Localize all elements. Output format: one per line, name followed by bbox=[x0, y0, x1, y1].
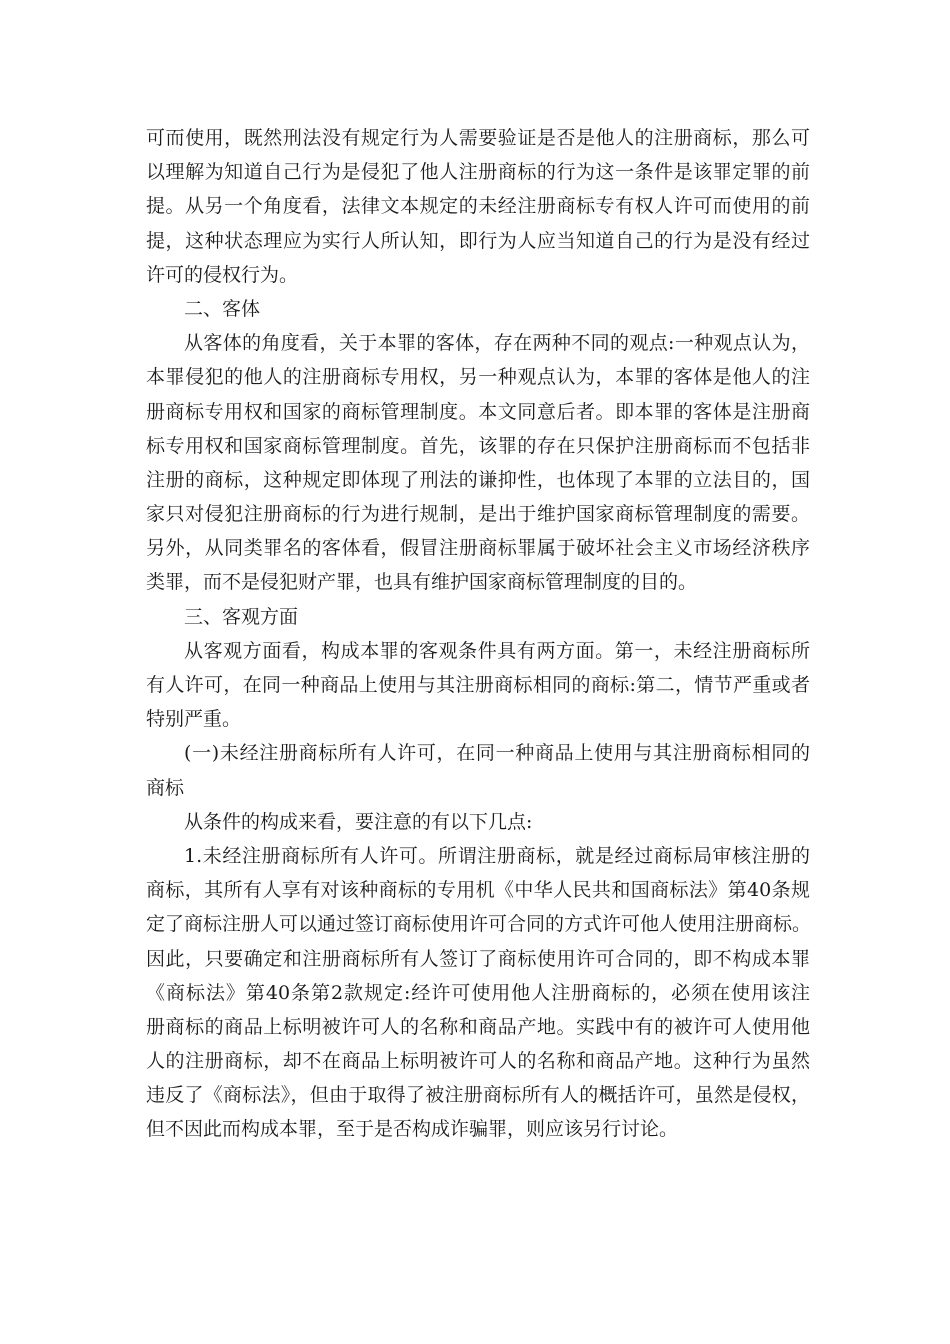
text-line: 注册的商标，这种规定即体现了刑法的谦抑性，也体现了本罪的立法目的，国 bbox=[146, 468, 810, 491]
text-line: 本罪侵犯的他人的注册商标专用权，另一种观点认为，本罪的客体是他人的注 bbox=[146, 366, 810, 389]
text-line: 册商标的商品上标明被许可人的名称和商品产地。实践中有的被许可人使用他 bbox=[146, 1015, 810, 1038]
text-line: 《商标法》第40条第2款规定:经许可使用他人注册商标的，必须在使用该注 bbox=[146, 981, 810, 1004]
text-line: 提。从另一个角度看，法律文本规定的未经注册商标专有权人许可而使用的前 bbox=[146, 195, 810, 218]
text-line: 另外，从同类罪名的客体看，假冒注册商标罪属于破坏社会主义市场经济秩序 bbox=[146, 537, 810, 560]
text-line: 但不因此而构成本罪，至于是否构成诈骗罪，则应该另行讨论。 bbox=[146, 1118, 679, 1141]
text-line: 可而使用，既然刑法没有规定行为人需要验证是否是他人的注册商标，那么可 bbox=[146, 127, 810, 149]
text-line: 标专用权和国家商标管理制度。首先，该罪的存在只保护注册商标而不包括非 bbox=[146, 434, 810, 457]
text-line: 有人许可，在同一种商品上使用与其注册商标相同的商标:第二，情节严重或者 bbox=[146, 674, 810, 696]
text-line: 册商标专用权和国家的商标管理制度。本文同意后者。即本罪的客体是注册商 bbox=[146, 400, 810, 423]
text-line: 许可的侵权行为。 bbox=[146, 263, 299, 286]
text-line: 二、客体 bbox=[184, 297, 261, 320]
text-line: 商标，其所有人享有对该种商标的专用机《中华人民共和国商标法》第40条规 bbox=[146, 879, 810, 902]
text-line: 特别严重。 bbox=[146, 708, 242, 731]
text-line: 三、客观方面 bbox=[184, 605, 299, 628]
text-line: 从客观方面看，构成本罪的客观条件具有两方面。第一，未经注册商标所 bbox=[184, 639, 810, 662]
text-line: 因此，只要确定和注册商标所有人签订了商标使用许可合同的，即不构成本罪 bbox=[146, 947, 810, 970]
text-line: 类罪，而不是侵犯财产罪，也具有维护国家商标管理制度的目的。 bbox=[146, 571, 698, 594]
text-line: 违反了《商标法》，但由于取得了被注册商标所有人的概括许可，虽然是侵权， bbox=[146, 1084, 810, 1107]
text-line: 家只对侵犯注册商标的行为进行规制，是出于维护国家商标管理制度的需要。 bbox=[146, 503, 810, 526]
document-body bbox=[146, 121, 810, 1147]
text-line: 人的注册商标，却不在商品上标明被许可人的名称和商品产地。这种行为虽然 bbox=[146, 1050, 810, 1073]
text-line: 1.未经注册商标所有人许可。所谓注册商标，就是经过商标局审核注册的 bbox=[184, 844, 810, 867]
text-line: 从客体的角度看，关于本罪的客体，存在两种不同的观点:一种观点认为， bbox=[184, 332, 810, 355]
text-line: 从条件的构成来看，要注意的有以下几点: bbox=[184, 810, 533, 833]
text-line: 以理解为知道自己行为是侵犯了他人注册商标的行为这一条件是该罪定罪的前 bbox=[146, 161, 810, 184]
text-line: 商标 bbox=[146, 776, 185, 799]
text-line: 提，这种状态理应为实行人所认知，即行为人应当知道自己的行为是没有经过 bbox=[146, 229, 810, 252]
text-line: 定了商标注册人可以通过签订商标使用许可合同的方式许可他人使用注册商标。 bbox=[146, 913, 812, 936]
text-line: (一)未经注册商标所有人许可，在同一种商品上使用与其注册商标相同的 bbox=[184, 742, 810, 765]
